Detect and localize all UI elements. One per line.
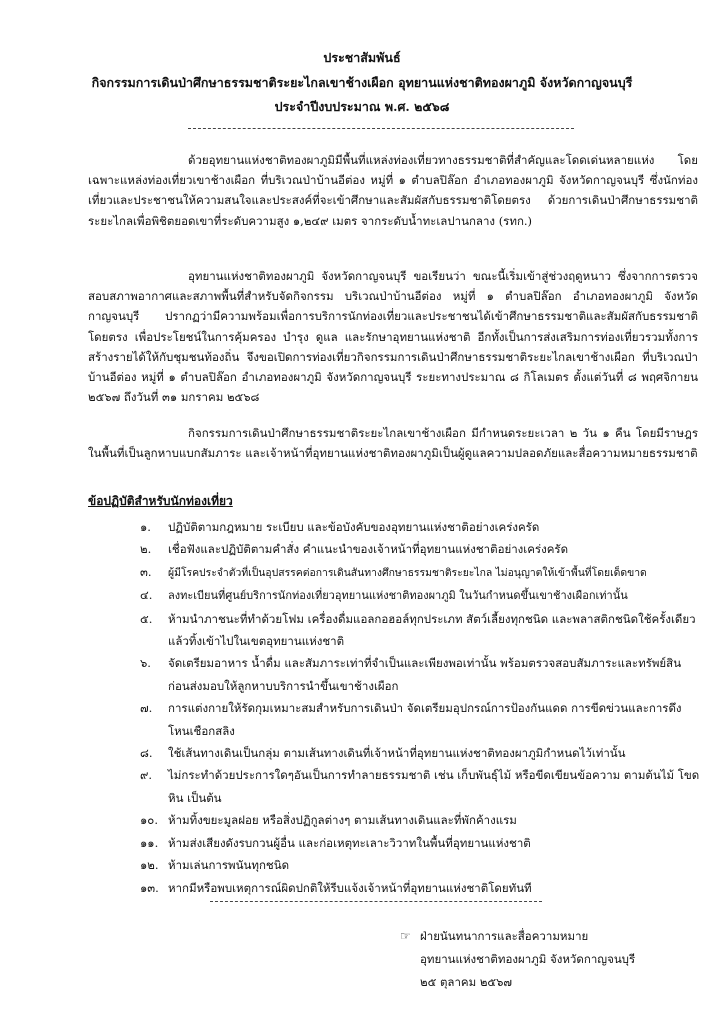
rule-text: หากมีหรือพบเหตุการณ์ผิดปกติให้รีบแจ้งเจ้าหน้าที่อุทยานแห่งชาติโดยทันที (168, 880, 532, 895)
rule-text: ไม่กระทำด้วยประการใดๆอันเป็นการทำลายธรรมชาติ เช่น เก็บพันธุ์ไม้ หรือขีดเขียนข้อความ ตามต้นไม้ โขดหิน เป็นต้น (168, 768, 700, 805)
rule-item (140, 652, 700, 697)
signature-organization: อุทยานแห่งชาติทองผาภูมิ จังหวัดกาญจนบุรี (420, 952, 636, 966)
rule-number: ๗. (140, 701, 153, 716)
rule-number: ๑. (140, 520, 151, 534)
rule-text: เชื่อฟังและปฏิบัติตามคำสั่ง คำแนะนำของเจ้าหน้าที่อุทยานแห่งชาติอย่างเคร่งครัด (168, 542, 569, 557)
rule-number: ๑๑. (140, 835, 159, 850)
rule-item (140, 832, 700, 854)
rule-item (140, 877, 700, 899)
rule-number: ๑๒. (140, 858, 159, 873)
paragraph-3: กิจกรรมการเดินป่าศึกษาธรรมชาติระยะไกลเขาช้างเผือก มีกำหนดระยะเวลา ๒ วัน ๑ คืน โดยมีราษฎรในพื้นที่เป็นลูกหาบแบกสัมภาระ และเจ้าหน้าที่อุทยานแห่งชาติทองผาภูมิเป็นผู้ดูแลความปลอดภัยและสื่อความหมายธรรมชาติ (88, 426, 698, 461)
rules-list (140, 516, 700, 899)
header-line-3: ประจำปีงบประมาณ พ.ศ. ๒๕๖๘ (274, 99, 450, 114)
footer-divider (210, 901, 542, 902)
rule-text: ห้ามนำภาชนะที่ทำด้วยโฟม เครื่องดื่มแอลกอฮอล์ทุกประเภท สัตว์เลี้ยงทุกชนิด และพลาสติกชนิดใช้ครั้งเดียวแล้วทิ้งเข้าไปในเขตอุทยานแห่งชาติ (168, 611, 696, 649)
pointing-hand-icon: ☞ (400, 929, 411, 943)
rule-number: ๑๐. (140, 813, 158, 828)
rule-number: ๔. (140, 588, 153, 603)
rule-number: ๙. (140, 768, 153, 783)
rule-number: ๕. (140, 611, 153, 626)
rule-item (140, 584, 700, 607)
rule-text: ห้ามส่งเสียงดังรบกวนผู้อื่น และก่อเหตุทะเลาะวิวาทในพื้นที่อุทยานแห่งชาติ (168, 835, 531, 850)
header-divider (188, 128, 574, 129)
rule-text: ใช้เส้นทางเดินเป็นกลุ่ม ตามเส้นทางเดินที่เจ้าหน้าที่อุทยานแห่งชาติทองผาภูมิกำหนดไว้เท่านั้น (168, 746, 626, 761)
rule-text: ปฏิบัติตามกฎหมาย ระเบียบ และข้อบังคับของอุทยานแห่งชาติอย่างเคร่งครัด (168, 520, 540, 534)
rule-item (140, 697, 700, 742)
rule-number: ๖. (140, 656, 151, 671)
rule-item (140, 538, 700, 560)
paragraph-1: ด้วยอุทยานแห่งชาติทองผาภูมิมีพื้นที่แหล่งท่องเที่ยวทางธรรมชาติที่สำคัญและโดดเด่นหลายแห่ง โดยเฉพาะแหล่งท่องเที่ยวเขาช้างเผือก ที่บริเวณป่าบ้านอีต่อง หมู่ที่ ๑ ตำบลปิล๊อก อำเภอทองผาภูมิ จังหวัดกาญจนบุรี ซึ่งนักท่องเที่ยวและประชาชนให้ความสนใจและประสงค์ที่จะเข้าศึกษาและสัมผัสกับธรรมชาติโดยตรง ด้วยการเดินป่าศึกษาธรรมชาติระยะไกลเพื่อพิชิตยอดเขาที่ระดับความสูง ๑,๒๔๙ เมตร จากระดับน้ำทะเลปานกลาง (รทก.) (88, 153, 698, 228)
signature-department: ฝ่ายนันทนาการและสื่อความหมาย (420, 929, 589, 943)
rule-item (140, 854, 700, 876)
header-line-2: กิจกรรมการเดินป่าศึกษาธรรมชาติระยะไกลเขาช้างเผือก อุทยานแห่งชาติทองผาภูมิ จังหวัดกาญจนบุรี (91, 75, 633, 90)
rule-item (140, 809, 700, 831)
rule-number: ๑๓. (140, 880, 159, 895)
rule-item (140, 742, 700, 764)
rule-item (140, 764, 700, 809)
rule-item (140, 608, 700, 653)
rule-text: ผู้มีโรคประจำตัวที่เป็นอุปสรรคต่อการเดินสันทางศึกษาธรรมชาติระยะไกล ไม่อนุญาตให้เข้าพื้นที่โดยเด็ดขาด (168, 566, 647, 579)
rule-number: ๓. (140, 564, 152, 579)
rule-number: ๒. (140, 542, 152, 557)
rule-text: ลงทะเบียนที่ศูนย์บริการนักท่องเที่ยวอุทยานแห่งชาติทองผาภูมิ ในวันกำหนดขึ้นเขาช้างเผือกเท่านั้น (168, 589, 628, 603)
signature-block (400, 925, 636, 994)
rule-text: ห้ามเล่นการพนันทุกชนิด (168, 858, 290, 873)
rule-item (140, 561, 700, 584)
rule-number: ๘. (140, 746, 153, 761)
header-line-1: ประชาสัมพันธ์ (323, 50, 401, 65)
rule-text: การแต่งกายให้รัดกุมเหมาะสมสำหรับการเดินป่า จัดเตรียมอุปกรณ์การป้องกันแดด การขีดข่วนและการดึงโหนเชือกสลิง (168, 701, 682, 738)
rule-text: ห้ามทิ้งขยะมูลฝอย หรือสิ่งปฏิกูลต่างๆ ตามเส้นทางเดินและที่พักค้างแรม (168, 813, 517, 828)
rules-heading: ข้อปฏิบัติสำหรับนักท่องเที่ยว (88, 494, 233, 508)
rule-text: จัดเตรียมอาหาร น้ำดื่ม และสัมภาระเท่าที่จำเป็นและเพียงพอเท่านั้น พร้อมตรวจสอบสัมภาระและทรัพย์สินก่อนส่งมอบให้ลูกหาบบริการนำขึ้นเขาช้างเผือก (168, 656, 682, 693)
rule-item (140, 516, 700, 538)
paragraph-2: อุทยานแห่งชาติทองผาภูมิ จังหวัดกาญจนบุรี ขอเรียนว่า ขณะนี้เริ่มเข้าสู่ช่วงฤดูหนาว ซึ่งจากการตรวจสอบสภาพอากาศและสภาพพื้นที่สำหรับจัดกิจกรรม บริเวณป่าบ้านอีต่อง หมู่ที่ ๑ ตำบลปิล๊อก อำเภอทองผาภูมิ จังหวัดกาญจนบุรี ปรากฏว่ามีความพร้อมเพื่อการบริการนักท่องเที่ยวและประชาชนได้เข้าศึกษาธรรมชาติและสัมผัสกับธรรมชาติโดยตรง เพื่อประโยชน์ในการคุ้มครอง บำรุง ดูแล และรักษาอุทยานแห่งชาติ อีกทั้งเป็นการส่งเสริมการท่องเที่ยวรวมทั้งการสร้างรายได้ให้กับชุมชนท้องถิ่น จึงขอเปิดการท่องเที่ยวกิจกรรมการเดินป่าศึกษาธรรมชาติระยะไกลเขาช้างเผือก ที่บริเวณป่าบ้านอีต่อง หมู่ที่ ๑ ตำบลปิล๊อก อำเภอทองผาภูมิ จังหวัดกาญจนบุรี ระยะทางประมาณ ๘ กิโลเมตร ตั้งแต่วันที่ ๘ พฤศจิกายน ๒๕๖๗ ถึงวันที่ ๓๑ มกราคม ๒๕๖๘ (88, 269, 698, 405)
signature-date: ๒๕ ตุลาคม ๒๕๖๗ (420, 975, 513, 989)
